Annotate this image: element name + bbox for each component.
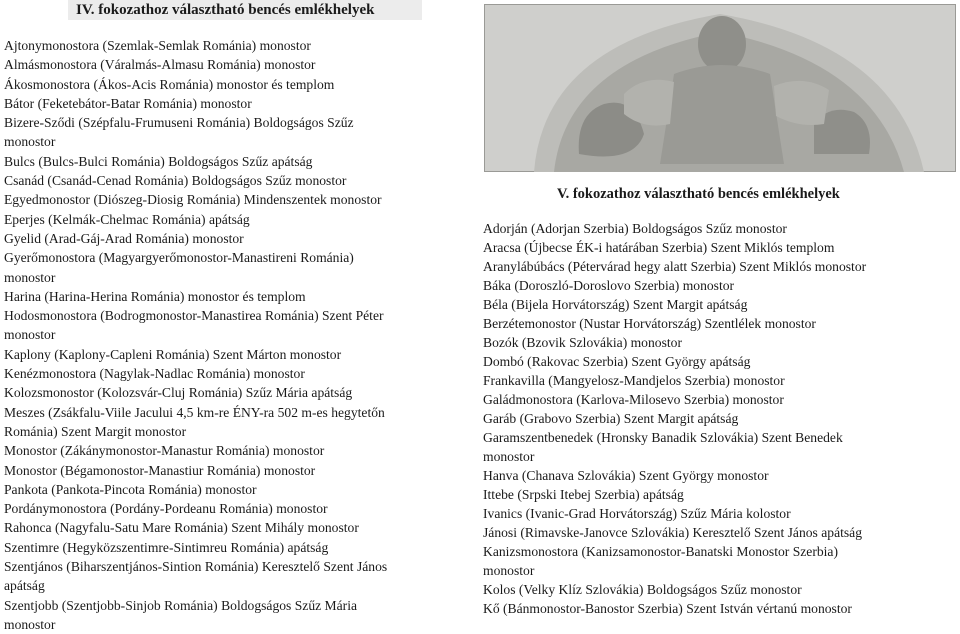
list-line: Kenézmonostora (Nagylak-Nadlac Románia) monostor xyxy=(4,366,305,382)
heading-v: V. fokozathoz választható bencés emlékhelyek xyxy=(557,186,840,202)
list-line: Garamszentbenedek (Hronsky Banadik Szlovákia) Szent Benedek xyxy=(483,430,843,445)
list-line: Kaplony (Kaplony-Capleni Románia) Szent Márton monostor xyxy=(4,346,342,362)
list-line: Almásmonostora (Váralmás-Almasu Románia) monostor xyxy=(4,57,316,73)
list-line: Ivanics (Ivanic-Grad Horvátország) Szűz Mária kolostor xyxy=(483,506,791,521)
list-line: Egyedmonostor (Diószeg-Diosig Románia) Mindenszentek monostor xyxy=(4,192,382,208)
list-line: Kolos (Velky Klíz Szlovákia) Boldogságos Szűz monostor xyxy=(483,582,802,597)
list-line: Szentjános (Biharszentjános-Sintion Románia) Keresztelő Szent János xyxy=(4,559,388,575)
list-line: monostor xyxy=(4,269,56,285)
left-monastery-list xyxy=(4,36,476,634)
list-line: monostor xyxy=(4,134,56,150)
list-line: monostor xyxy=(4,616,56,632)
list-line: Hodosmonostora (Bodrogmonostor-Manastirea Románia) Szent Péter xyxy=(4,308,384,324)
list-line: Dombó (Rakovac Szerbia) Szent György apátság xyxy=(483,354,751,369)
right-monastery-list xyxy=(483,219,959,618)
list-line: Pankota (Pankota-Pincota Románia) monostor xyxy=(4,481,257,497)
list-line: Béla (Bijela Horvátország) Szent Margit apátság xyxy=(483,297,748,312)
list-line: monostor xyxy=(483,449,535,464)
list-line: Aranylábúbács (Pétervárad hegy alatt Szerbia) Szent Miklós monostor xyxy=(483,259,867,274)
list-line: Kő (Bánmonostor-Banostor Szerbia) Szent István vértanú monostor xyxy=(483,601,852,616)
list-line: Románia) Szent Margit monostor xyxy=(4,423,187,439)
list-line: Garáb (Grabovo Szerbia) Szent Margit apátság xyxy=(483,411,739,426)
list-line: monostor xyxy=(483,563,535,578)
list-line: Ákosmonostora (Ákos-Acis Románia) monostor és templom xyxy=(4,76,335,92)
list-line: Bátor (Feketebátor-Batar Románia) monostor xyxy=(4,95,252,111)
heading-iv: IV. fokozathoz választható bencés emlékhelyek xyxy=(68,0,422,20)
list-line: apátság xyxy=(4,578,45,594)
list-line: Eperjes (Kelmák-Chelmac Románia) apátság xyxy=(4,211,250,227)
list-line: Frankavilla (Mangyelosz-Mandjelos Szerbia) monostor xyxy=(483,373,785,388)
list-line: Pordánymonostora (Pordány-Pordeanu Románia) monostor xyxy=(4,501,328,517)
list-line: Gyerőmonostora (Magyargyerőmonostor-Manastireni Románia) xyxy=(4,250,354,266)
list-line: Ajtonymonostora (Szemlak-Semlak Románia) monostor xyxy=(4,38,311,53)
list-line: Adorján (Adorjan Szerbia) Boldogságos Szűz monostor xyxy=(483,221,787,236)
list-line: Szentimre (Hegyközszentimre-Sintimreu Románia) apátság xyxy=(4,539,329,555)
list-line: Monostor (Bégamonostor-Manastiur Románia) monostor xyxy=(4,462,316,478)
list-line: monostor xyxy=(4,327,56,343)
list-line: Rahonca (Nagyfalu-Satu Mare Románia) Szent Mihály monostor xyxy=(4,520,359,536)
list-line: Kolozsmonostor (Kolozsvár-Cluj Románia) Szűz Mária apátság xyxy=(4,385,353,401)
list-line: Bulcs (Bulcs-Bulci Románia) Boldogságos Szűz apátság xyxy=(4,153,313,169)
list-line: Bozók (Bzovik Szlovákia) monostor xyxy=(483,335,682,350)
list-line: Monostor (Zákánymonostor-Manastur Románia) monostor xyxy=(4,443,325,459)
list-line: Aracsa (Újbecse ÉK-i határában Szerbia) Szent Miklós templom xyxy=(483,240,835,255)
stone-relief-image xyxy=(484,4,956,172)
list-line: Meszes (Zsákfalu-Viile Jacului 4,5 km-re ÉNY-ra 502 m-es hegytetőn xyxy=(4,404,385,420)
list-line: Báka (Doroszló-Doroslovo Szerbia) monostor xyxy=(483,278,735,293)
list-line: Berzétemonostor (Nustar Horvátország) Szentlélek monostor xyxy=(483,316,816,331)
list-line: Hanva (Chanava Szlovákia) Szent György monostor xyxy=(483,468,769,483)
list-line: Harina (Harina-Herina Románia) monostor és templom xyxy=(4,288,306,304)
list-line: Galádmonostora (Karlova-Milosevo Szerbia) monostor xyxy=(483,392,784,407)
list-line: Kanizsmonostora (Kanizsamonostor-Banatski Monostor Szerbia) xyxy=(483,544,838,559)
list-line: Jánosi (Rimavske-Janovce Szlovákia) Keresztelő Szent János apátság xyxy=(483,525,862,540)
list-line: Csanád (Csanád-Cenad Románia) Boldogságos Szűz monostor xyxy=(4,173,347,189)
list-line: Szentjobb (Szentjobb-Sinjob Románia) Boldogságos Szűz Mária xyxy=(4,597,358,613)
list-line: Gyelid (Arad-Gáj-Arad Románia) monostor xyxy=(4,230,244,246)
list-line: Ittebe (Srpski Itebej Szerbia) apátság xyxy=(483,487,684,502)
list-line: Bizere-Sződi (Szépfalu-Frumuseni Románia) Boldogságos Szűz xyxy=(4,115,354,131)
